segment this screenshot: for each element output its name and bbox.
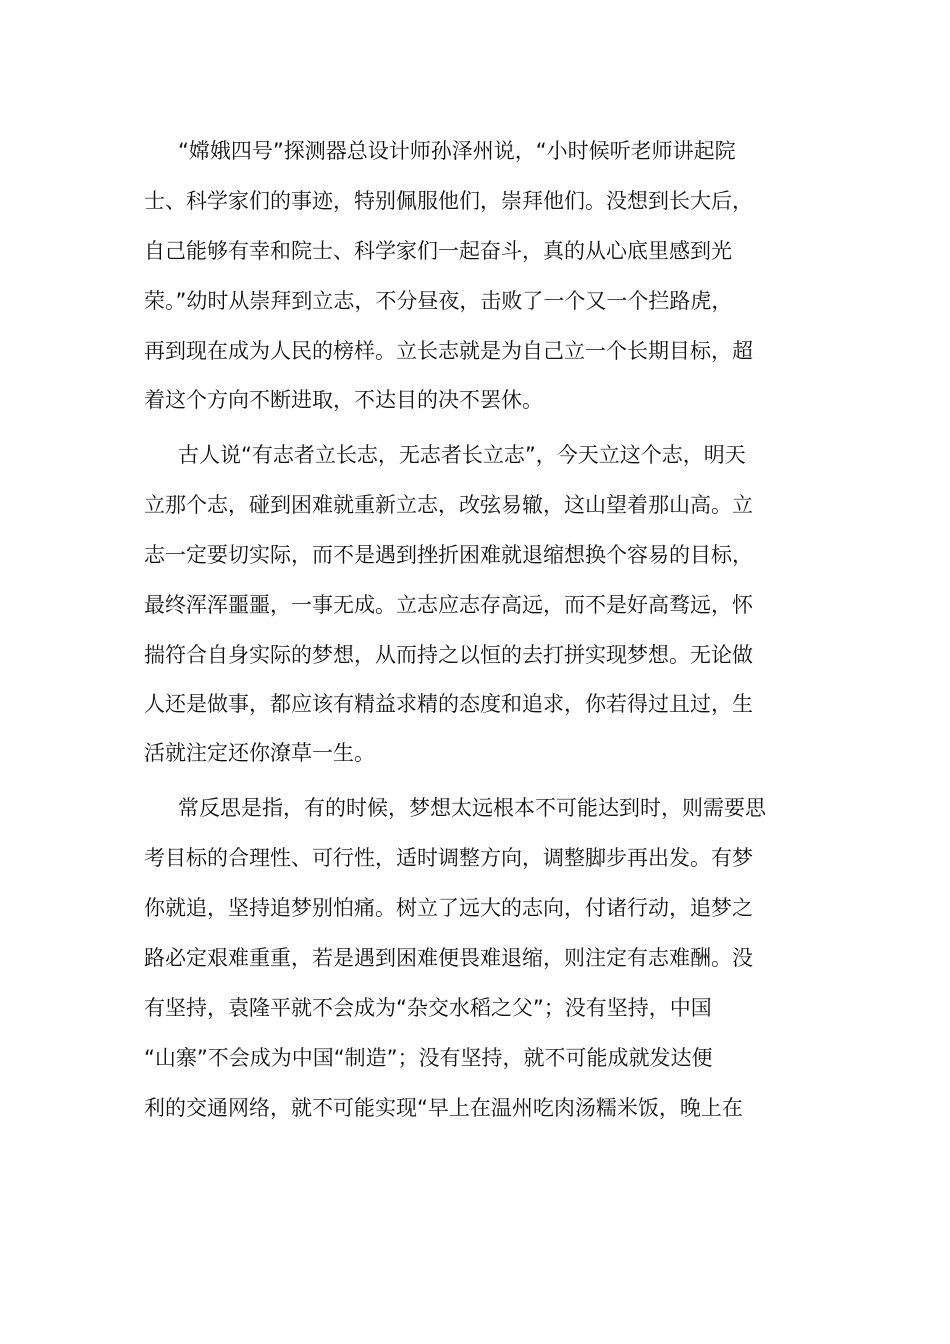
paragraph-1-line-3: 自己能够有幸和院士、科学家们一起奋斗，真的从心底里感到光 [144,239,732,263]
paragraph-2-line-3: 志一定要切实际，而不是遇到挫折困难就退缩想换个容易的目标， [144,543,753,567]
paragraph-2-line-4: 最终浑浑噩噩，一事无成。立志应志存高远，而不是好高骛远，怀 [144,593,753,617]
paragraph-1-line-2: 士、科学家们的事迹，特别佩服他们，崇拜他们。没想到长大后， [144,189,753,213]
paragraph-3-line-7: 利的交通网络，就不可能实现“早上在温州吃肉汤糯米饭，晚上在 [144,1096,743,1120]
paragraph-3-line-4: 路必定艰难重重，若是遇到困难便畏难退缩，则注定有志难酬。没 [144,946,753,970]
paragraph-3-line-3: 你就追，坚持追梦别怕痛。树立了远大的志向，付诸行动，追梦之 [144,896,753,920]
paragraph-3-line-6: “山寨”不会成为中国“制造”；没有坚持，就不可能成就发达便 [144,1046,713,1070]
paragraph-2-line-6: 人还是做事，都应该有精益求精的态度和追求，你若得过且过，生 [144,692,753,716]
paragraph-2-line-5: 揣符合自身实际的梦想，从而持之以恒的去打拼实现梦想。无论做 [144,643,753,667]
paragraph-1-line-6: 着这个方向不断进取，不达目的决不罢休。 [144,388,543,412]
paragraph-2-line-1: 古人说“有志者立长志，无志者长立志”，今天立这个志，明天 [178,443,746,467]
paragraph-3-line-5: 有坚持，袁隆平就不会成为“杂交水稻之父”；没有坚持，中国 [144,996,712,1020]
paragraph-1-line-5: 再到现在成为人民的榜样。立长志就是为自己立一个长期目标，超 [144,339,753,363]
paragraph-1-line-1: “嫦娥四号”探测器总设计师孙泽州说，“小时候听老师讲起院 [178,139,736,163]
paragraph-3-line-2: 考目标的合理性、可行性，适时调整方向，调整脚步再出发。有梦 [144,846,753,870]
paragraph-1-line-4: 荣。”幼时从崇拜到立志，不分昼夜，击败了一个又一个拦路虎， [144,289,733,313]
paragraph-2-line-7: 活就注定还你潦草一生。 [144,741,375,765]
paragraph-3-line-1: 常反思是指，有的时候，梦想太远根本不可能达到时，则需要思 [178,796,766,820]
paragraph-2-line-2: 立那个志，碰到困难就重新立志，改弦易辙，这山望着那山高。立 [144,493,753,517]
